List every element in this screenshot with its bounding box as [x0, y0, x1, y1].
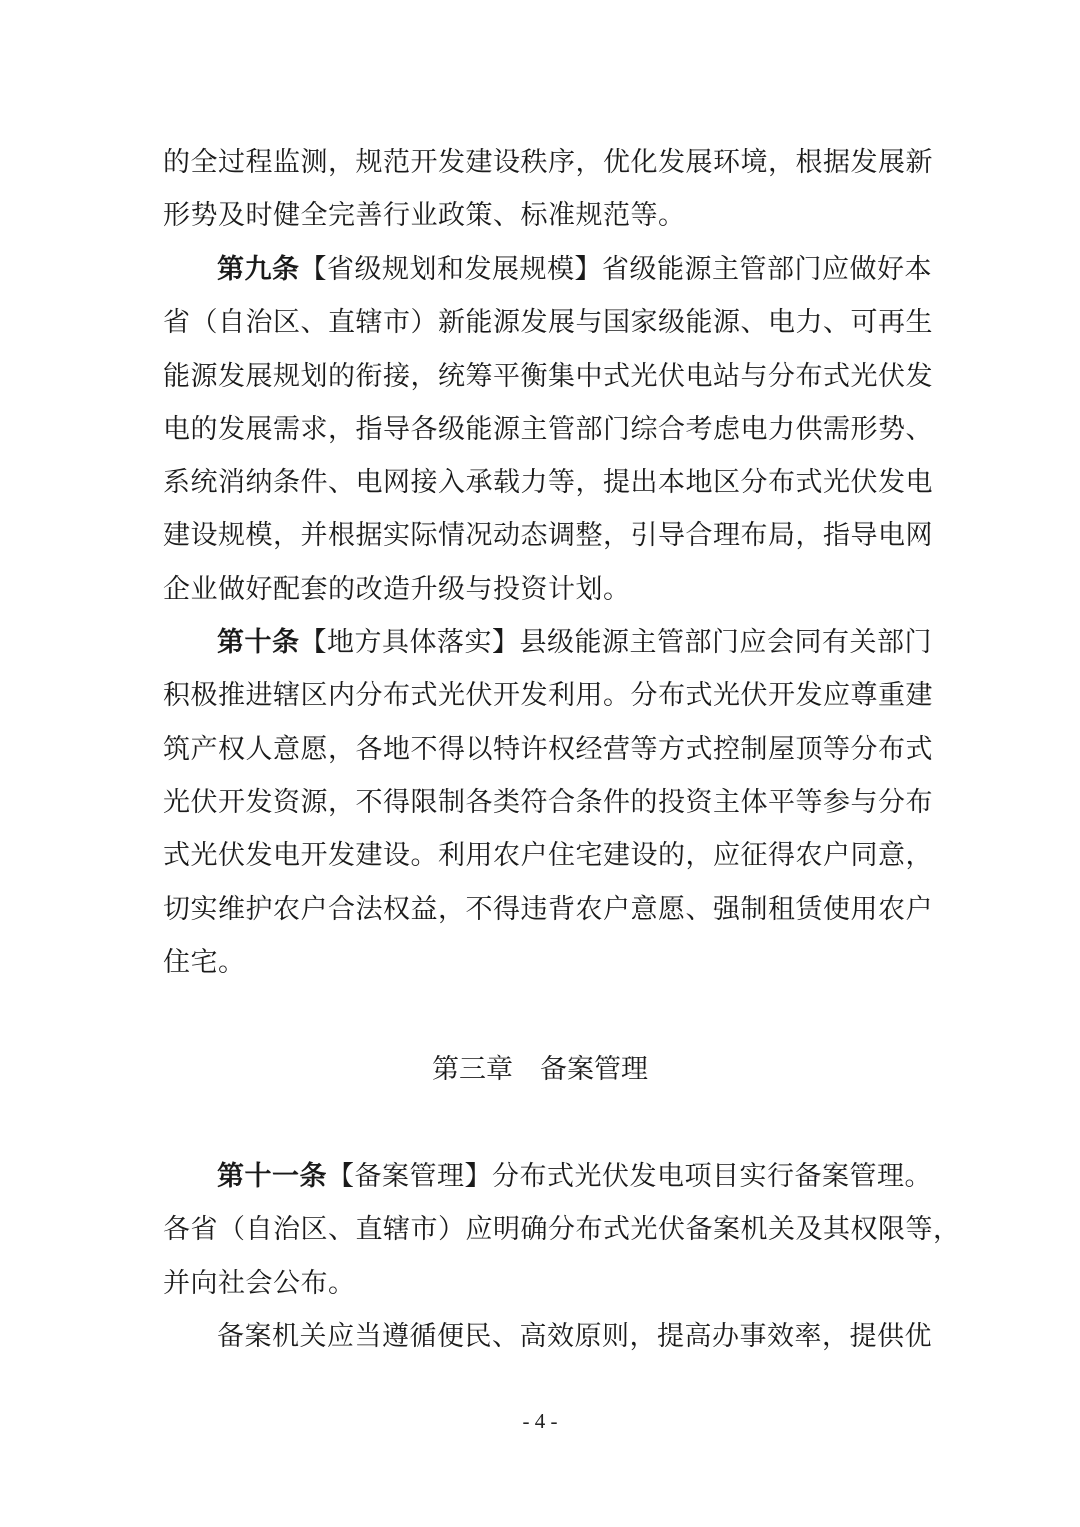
- paragraph-line: 形势及时健全完善行业政策、标准规范等。: [163, 200, 686, 231]
- article-10-line: 筑产权人意愿，各地不得以特许权经营等方式控制屋顶等分布式: [163, 734, 933, 765]
- article-10-title: 【地方具体落实】: [299, 627, 520, 658]
- article-10-first-line: [217, 626, 932, 660]
- article-9-line: 省（自治区、直辖市）新能源发展与国家级能源、电力、可再生: [163, 307, 933, 338]
- article-10-label: 第十条: [217, 627, 300, 658]
- article-11-line: 并向社会公布。: [163, 1268, 356, 1299]
- chapter-heading: 第三章 备案管理: [432, 1054, 648, 1085]
- article-10-line: 积极推进辖区内分布式光伏开发利用。分布式光伏开发应尊重建: [163, 680, 933, 711]
- article-9-title: 【省级规划和发展规模】: [299, 254, 602, 285]
- article-10-line: 式光伏发电开发建设。利用农户住宅建设的，应征得农户同意，: [163, 840, 933, 871]
- article-10-line: 光伏开发资源，不得限制各类符合条件的投资主体平等参与分布: [163, 787, 933, 818]
- article-9-line: 能源发展规划的衔接，统筹平衡集中式光伏电站与分布式光伏发: [163, 361, 933, 392]
- article-10-line: 切实维护农户合法权益，不得违背农户意愿、强制租赁使用农户: [163, 894, 933, 925]
- article-9-line: 建设规模，并根据实际情况动态调整，引导合理布局，指导电网: [163, 520, 933, 551]
- paragraph-line: 的全过程监测，规范开发建设秩序，优化发展环境，根据发展新: [163, 147, 933, 178]
- article-9-line: 电的发展需求，指导各级能源主管部门综合考虑电力供需形势、: [163, 414, 933, 445]
- article-9-first-line: [217, 253, 932, 287]
- article-10-line: 住宅。: [163, 947, 246, 978]
- article-11-label: 第十一条: [217, 1161, 327, 1192]
- page-number: - 4 -: [522, 1409, 558, 1433]
- article-11-first-line: [217, 1160, 932, 1194]
- article-11-line: 各省（自治区、直辖市）应明确分布式光伏备案机关及其权限等，: [163, 1214, 961, 1245]
- article-11-title: 【备案管理】: [327, 1161, 492, 1192]
- article-9-line: 系统消纳条件、电网接入承载力等，提出本地区分布式光伏发电: [163, 467, 933, 498]
- article-11-text: 分布式光伏发电项目实行备案管理。: [492, 1161, 932, 1192]
- article-9-line: 企业做好配套的改造升级与投资计划。: [163, 574, 631, 605]
- article-9-label: 第九条: [217, 254, 300, 285]
- article-10-text: 县级能源主管部门应会同有关部门: [519, 627, 932, 658]
- paragraph-line: 备案机关应当遵循便民、高效原则，提高办事效率，提供优: [217, 1321, 932, 1352]
- article-9-text: 省级能源主管部门应做好本: [602, 254, 932, 285]
